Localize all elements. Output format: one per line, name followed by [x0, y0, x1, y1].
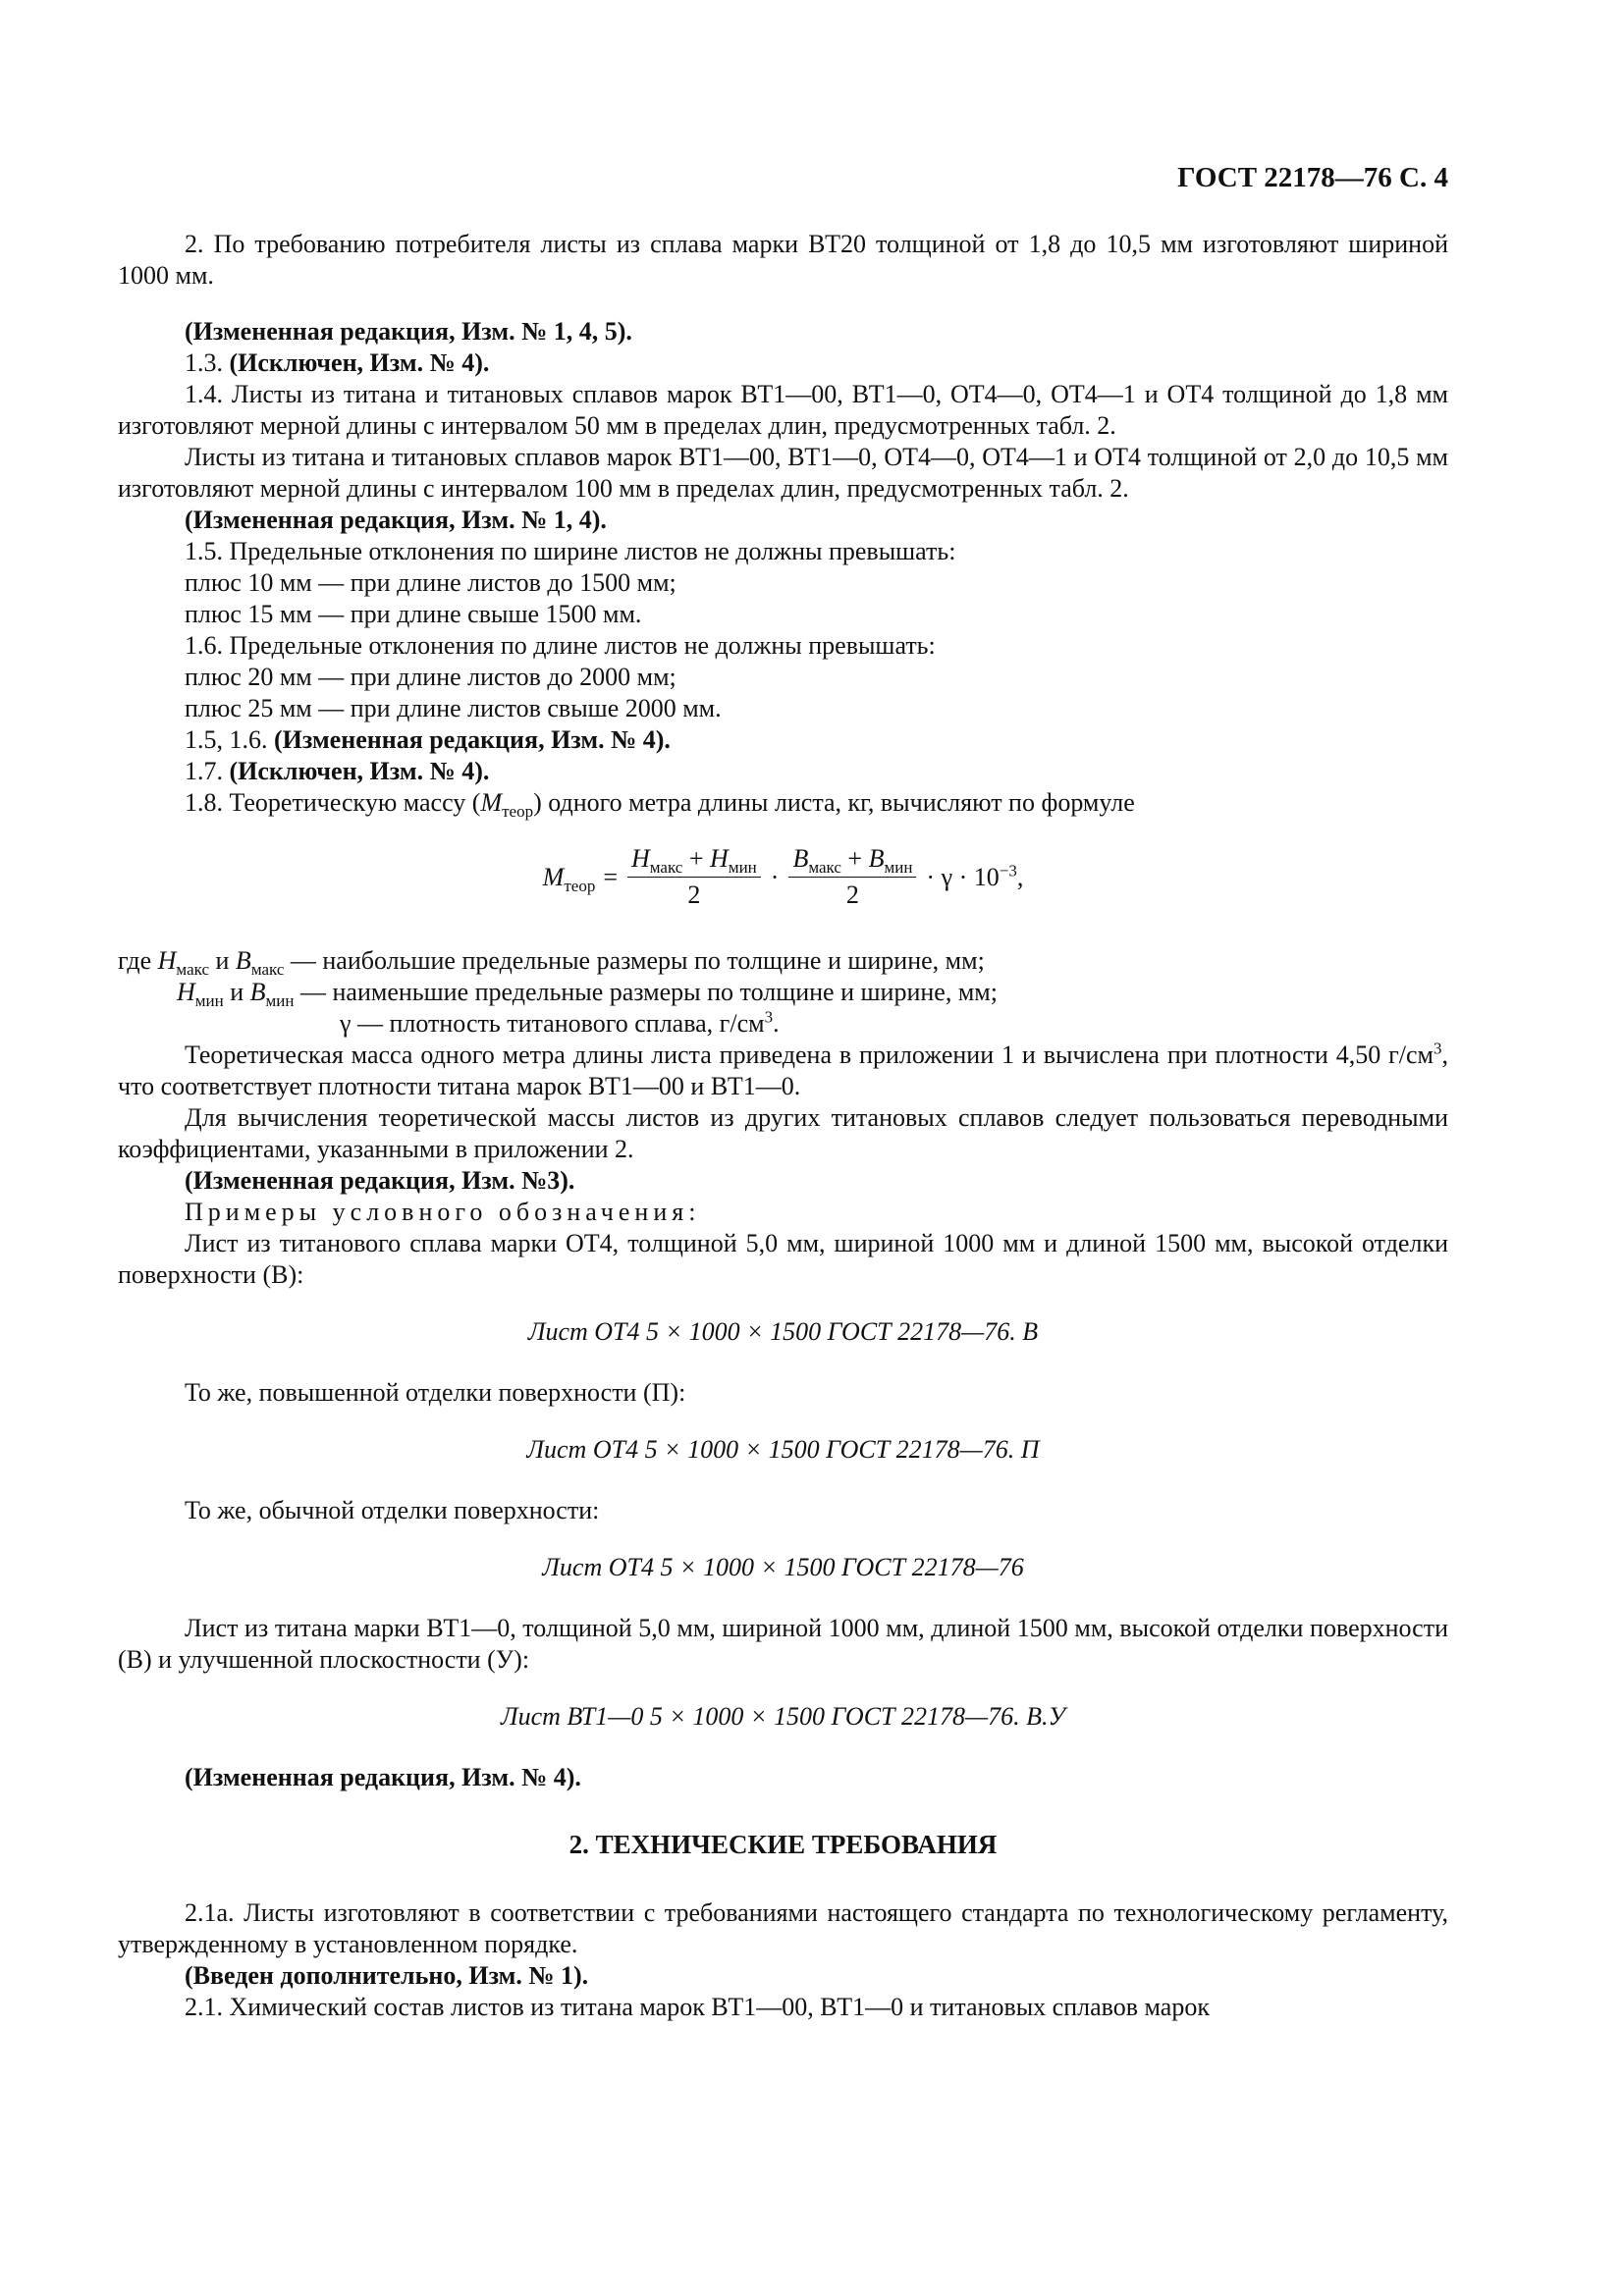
edition-note-added-1: (Введен дополнительно, Изм. № 1).	[185, 1961, 589, 1990]
edition-note-3: (Измененная редакция, Изм. №3).	[185, 1166, 575, 1195]
edition-note-4: (Измененная редакция, Изм. № 4).	[274, 725, 671, 754]
paragraph-1-7	[118, 756, 1448, 787]
paragraph-1-4-b: Листы из титана и титановых сплавов марок ВТ1—00, ВТ1—0, ОТ4—0, ОТ4—1 и ОТ4 толщиной от 2,0 до 10,5 мм изготовляют мерной длины с интервалом 100 мм в пределах длин, предусмотренных табл. 2.	[118, 443, 1448, 503]
mass-formula: $M_{теор}$ = $\frac{H_{макс} + H_{мин}}{2}$ · $\frac{B_{макс} + B_{мин}}{2}$ · $\gamma \cdot 10^{-3}$,	[542, 844, 1024, 909]
formula-where-line-2: $H_{мин}$ и $B_{мин}$ — наименьшие предельные размеры по толщине и ширине, мм;	[177, 978, 998, 1011]
paragraph-1-3	[118, 347, 1448, 379]
paragraph-1-5-b: плюс 15 мм — при длине свыше 1500 мм.	[185, 600, 642, 628]
clause-excluded-note: (Исключен, Изм. № 4).	[229, 348, 490, 377]
paragraph-1-6-b: плюс 25 мм — при длине листов свыше 2000 мм.	[185, 694, 722, 722]
example-3-text: То же, обычной отделки поверхности:	[185, 1496, 600, 1524]
paragraph-theoretical-mass: Теоретическая масса одного метра длины листа приведена в приложении 1 и вычислена при плотности 4,50 $г/см^3$, что соответствует плотности титана марок ВТ1—00 и ВТ1—0.	[118, 1039, 1448, 1100]
paragraph-note-2: 2. По требованию потребителя листы из сплава марки ВТ20 толщиной от 1,8 до 10,5 мм изготовляют шириной 1000 мм.	[118, 230, 1448, 290]
paragraph-1-5-1-6	[118, 724, 1448, 756]
example-2-text: То же, повышенной отделки поверхности (П):	[185, 1378, 686, 1407]
clause-number: 1.5, 1.6.	[185, 725, 268, 754]
formula-fraction-width: $\frac{B_{макс} + B_{мин}}{2}$	[788, 844, 916, 910]
paragraph-1-4: 1.4. Листы из титана и титановых сплавов марок ВТ1—00, ВТ1—0, ОТ4—0, ОТ4—1 и ОТ4 толщиной до 1,8 мм изготовляют мерной длины с интервалом 50 мм в пределах длин, предусмотренных табл. 2.	[118, 380, 1448, 440]
clause-number: 1.7.	[185, 757, 223, 785]
document-page	[118, 0, 1448, 2296]
formula-where-line-1: где $H_{макс}$ и $B_{макс}$ — наибольшие предельные размеры по толщине и ширине, мм;	[118, 946, 985, 980]
clause-number: 1.3.	[185, 348, 223, 377]
example-2-designation: Лист ОТ4 5 × 1000 × 1500 ГОСТ 22178—76. П	[526, 1435, 1040, 1464]
document-body	[118, 229, 1448, 2023]
example-1-text: Лист из титанового сплава марки ОТ4, толщиной 5,0 мм, шириной 1000 мм и длиной 1500 мм, высокой отделки поверхности (В):	[118, 1229, 1448, 1289]
formula-where-line-3: γ — плотность титанового сплава, $г/см^3$.	[340, 1007, 780, 1038]
edition-note-1-4-5: (Измененная редакция, Изм. № 1, 4, 5).	[185, 317, 632, 346]
paragraph-1-6: 1.6. Предельные отклонения по длине листов не должны превышать:	[185, 631, 936, 660]
section-2-title: 2. ТЕХНИЧЕСКИЕ ТРЕБОВАНИЯ	[568, 1830, 998, 1859]
paragraph-1-6-a: плюс 20 мм — при длине листов до 2000 мм;	[185, 663, 676, 691]
paragraph-conversion: Для вычисления теоретической массы листов из других титановых сплавов следует пользоваться переводными коэффициентами, указанными в приложении 2.	[118, 1103, 1448, 1163]
paragraph-1-5-a: плюс 10 мм — при длине листов до 1500 мм;	[185, 568, 676, 597]
clause-excluded-note: (Исключен, Изм. № 4).	[229, 757, 490, 785]
example-1-designation: Лист ОТ4 5 × 1000 × 1500 ГОСТ 22178—76. В	[527, 1317, 1039, 1346]
example-4-text: Лист из титана марки ВТ1—0, толщиной 5,0 мм, шириной 1000 мм, длиной 1500 мм, высокой отделки поверхности (В) и улучшенной плоскостности (У):	[118, 1614, 1448, 1674]
edition-note-1-4: (Измененная редакция, Изм. № 1, 4).	[185, 506, 607, 534]
page-header: ГОСТ 22178—76 С. 4	[1177, 162, 1448, 193]
edition-note-4-final: (Измененная редакция, Изм. № 4).	[185, 1763, 581, 1791]
paragraph-1-8: 1.8. Теоретическую массу $(M_{теор})$ одного метра длины листа, кг, вычисляют по формуле	[185, 788, 1135, 822]
paragraph-2-1a: 2.1а. Листы изготовляют в соответствии с требованиями настоящего стандарта по технологическому регламенту, утвержденному в установленном порядке.	[118, 1898, 1448, 1958]
example-3-designation: Лист ОТ4 5 × 1000 × 1500 ГОСТ 22178—76	[542, 1553, 1024, 1581]
examples-title: Примеры условного обозначения:	[185, 1198, 701, 1226]
example-4-designation: Лист ВТ1—0 5 × 1000 × 1500 ГОСТ 22178—76. В.У	[500, 1702, 1065, 1731]
paragraph-1-5: 1.5. Предельные отклонения по ширине листов не должны превышать:	[185, 537, 956, 565]
formula-fraction-thickness: $\frac{H_{макс} + H_{мин}}{2}$	[627, 844, 761, 910]
paragraph-2-1: 2.1. Химический состав листов из титана марок ВТ1—00, ВТ1—0 и титановых сплавов марок	[185, 1993, 1210, 2021]
